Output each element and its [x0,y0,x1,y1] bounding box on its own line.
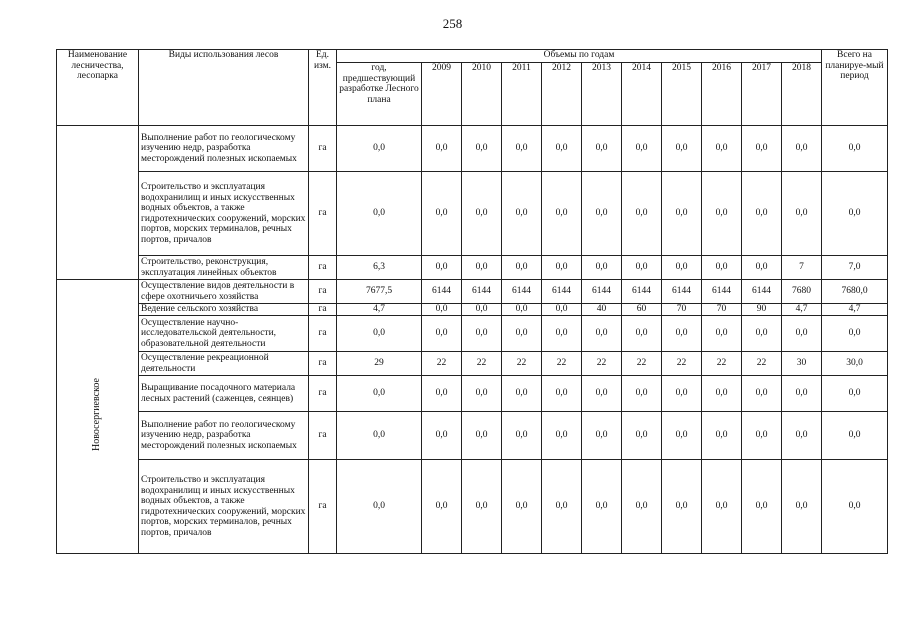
total-cell: 7680,0 [822,280,888,304]
table-row [57,316,888,352]
year-cell: 22 [662,352,702,376]
year-cell: 0,0 [742,376,782,412]
year-cell: 22 [702,352,742,376]
year-cell: 0,0 [782,172,822,256]
unit-cell: га [309,256,337,280]
year-cell: 7680 [782,280,822,304]
year-cell: 0,0 [502,304,542,316]
activity-cell: Выполнение работ по геологическому изучению недр, разработка месторождений полезных ископаемых [139,412,309,460]
year-cell: 7 [782,256,822,280]
total-cell: 30,0 [822,352,888,376]
year-cell: 0,0 [702,376,742,412]
prev-cell: 0,0 [337,412,422,460]
year-cell: 0,0 [542,304,582,316]
year-cell: 70 [662,304,702,316]
prev-cell: 0,0 [337,460,422,554]
unit-cell: га [309,460,337,554]
prev-cell: 6,3 [337,256,422,280]
year-cell: 60 [622,304,662,316]
year-cell: 0,0 [582,172,622,256]
header-year: 2010 [462,63,502,126]
unit-cell: га [309,126,337,172]
year-cell: 0,0 [542,126,582,172]
year-cell: 0,0 [422,412,462,460]
activity-cell: Выращивание посадочного материала лесных растений (саженцев, сеянцев) [139,376,309,412]
year-cell: 30 [782,352,822,376]
year-cell: 0,0 [782,376,822,412]
year-cell: 0,0 [742,460,782,554]
year-cell: 6144 [462,280,502,304]
year-cell: 0,0 [542,316,582,352]
activity-cell: Выполнение работ по геологическому изучению недр, разработка месторождений полезных ископаемых [139,126,309,172]
year-cell: 0,0 [502,126,542,172]
year-cell: 0,0 [582,376,622,412]
unit-cell: га [309,352,337,376]
year-cell: 22 [422,352,462,376]
year-cell: 0,0 [582,412,622,460]
year-cell: 0,0 [662,316,702,352]
year-cell: 22 [742,352,782,376]
year-cell: 0,0 [462,316,502,352]
total-cell: 0,0 [822,376,888,412]
year-cell: 0,0 [782,126,822,172]
prev-cell: 7677,5 [337,280,422,304]
forestry-name-cell [57,280,139,554]
unit-cell: га [309,304,337,316]
activity-cell: Строительство, реконструкция, эксплуатация линейных объектов [139,256,309,280]
unit-cell: га [309,172,337,256]
year-cell: 0,0 [782,460,822,554]
year-cell: 22 [502,352,542,376]
year-cell: 0,0 [422,316,462,352]
year-cell: 0,0 [542,256,582,280]
year-cell: 0,0 [782,316,822,352]
year-cell: 0,0 [702,460,742,554]
header-year: 2014 [622,63,662,126]
page-number: 258 [442,16,463,31]
header-year: 2011 [502,63,542,126]
year-cell: 0,0 [622,126,662,172]
activity-cell: Строительство и эксплуатация водохранилищ и иных искусственных водных объектов, а также гидротехнических сооружений, морских портов, морских терминалов, речных портов, причалов [139,460,309,554]
year-cell: 22 [462,352,502,376]
year-cell: 22 [582,352,622,376]
year-cell: 0,0 [582,126,622,172]
year-cell: 22 [542,352,582,376]
year-cell: 0,0 [422,460,462,554]
unit-cell: га [309,376,337,412]
year-cell: 0,0 [502,412,542,460]
year-cell: 0,0 [502,460,542,554]
unit-cell: га [309,280,337,304]
year-cell: 0,0 [702,316,742,352]
year-cell: 6144 [422,280,462,304]
total-cell: 0,0 [822,316,888,352]
total-cell: 0,0 [822,126,888,172]
total-cell: 0,0 [822,172,888,256]
forestry-cell-empty [57,126,139,280]
year-cell: 0,0 [622,316,662,352]
header-year: 2018 [782,63,822,126]
prev-cell: 4,7 [337,304,422,316]
header-name: Наименование лесничества, лесопарка [57,50,139,126]
year-cell: 0,0 [502,316,542,352]
year-cell: 6144 [742,280,782,304]
activity-cell: Осуществление видов деятельности в сфере охотничьего хозяйства [139,280,309,304]
table-row [57,126,888,172]
header-kind: Виды использования лесов [139,50,309,126]
prev-cell: 0,0 [337,316,422,352]
year-cell: 0,0 [742,316,782,352]
table-row [57,352,888,376]
activity-cell: Осуществление научно-исследовательской деятельности, образовательной деятельности [139,316,309,352]
year-cell: 0,0 [622,376,662,412]
year-cell: 0,0 [502,256,542,280]
year-cell: 6144 [502,280,542,304]
table-row [57,376,888,412]
year-cell: 0,0 [502,172,542,256]
year-cell: 6144 [542,280,582,304]
forestry-name: Новосергиевское [91,378,103,452]
header-year: 2009 [422,63,462,126]
year-cell: 0,0 [702,412,742,460]
unit-cell: га [309,412,337,460]
year-cell: 0,0 [542,376,582,412]
year-cell: 0,0 [462,412,502,460]
year-cell: 0,0 [782,412,822,460]
year-cell: 6144 [662,280,702,304]
year-cell: 0,0 [742,172,782,256]
year-cell: 0,0 [582,460,622,554]
year-cell: 0,0 [542,460,582,554]
year-cell: 6144 [702,280,742,304]
year-cell: 0,0 [662,412,702,460]
activity-cell: Осуществление рекреационной деятельности [139,352,309,376]
year-cell: 0,0 [662,376,702,412]
total-cell: 0,0 [822,412,888,460]
year-cell: 0,0 [622,412,662,460]
year-cell: 0,0 [462,304,502,316]
total-cell: 0,0 [822,460,888,554]
year-cell: 0,0 [582,256,622,280]
year-cell: 0,0 [662,126,702,172]
year-cell: 6144 [622,280,662,304]
header-volumes: Объемы по годам [337,50,822,63]
year-cell: 0,0 [542,412,582,460]
year-cell: 0,0 [462,256,502,280]
year-cell: 40 [582,304,622,316]
year-cell: 0,0 [622,460,662,554]
year-cell: 6144 [582,280,622,304]
table-row [57,256,888,280]
year-cell: 70 [702,304,742,316]
activity-cell: Ведение сельского хозяйства [139,304,309,316]
total-cell: 7,0 [822,256,888,280]
year-cell: 0,0 [742,126,782,172]
year-cell: 0,0 [542,172,582,256]
table-row [57,304,888,316]
year-cell: 4,7 [782,304,822,316]
year-cell: 0,0 [702,256,742,280]
year-cell: 90 [742,304,782,316]
year-cell: 0,0 [422,376,462,412]
header-year: 2017 [742,63,782,126]
prev-cell: 0,0 [337,172,422,256]
table-row [57,460,888,554]
prev-cell: 29 [337,352,422,376]
year-cell: 0,0 [582,316,622,352]
year-cell: 0,0 [622,172,662,256]
year-cell: 0,0 [662,256,702,280]
prev-cell: 0,0 [337,126,422,172]
forest-use-table [56,49,888,554]
year-cell: 0,0 [422,172,462,256]
header-year: 2015 [662,63,702,126]
year-cell: 0,0 [422,126,462,172]
year-cell: 0,0 [422,304,462,316]
total-cell: 4,7 [822,304,888,316]
year-cell: 0,0 [462,460,502,554]
year-cell: 0,0 [662,460,702,554]
year-cell: 0,0 [462,126,502,172]
year-cell: 22 [622,352,662,376]
year-cell: 0,0 [462,376,502,412]
table-row [57,280,888,304]
year-cell: 0,0 [622,256,662,280]
year-cell: 0,0 [502,376,542,412]
year-cell: 0,0 [462,172,502,256]
header-year: 2016 [702,63,742,126]
header-total: Всего на планируе-мый период [822,50,888,126]
year-cell: 0,0 [742,412,782,460]
year-cell: 0,0 [702,172,742,256]
table-row [57,172,888,256]
unit-cell: га [309,316,337,352]
year-cell: 0,0 [422,256,462,280]
header-year: 2013 [582,63,622,126]
year-cell: 0,0 [742,256,782,280]
table-row [57,412,888,460]
header-year: 2012 [542,63,582,126]
header-prev-year: год, предшествующий разработке Лесного плана [337,63,422,126]
header-unit: Ед. изм. [309,50,337,126]
activity-cell: Строительство и эксплуатация водохранилищ и иных искусственных водных объектов, а также гидротехнических сооружений, морских портов, морских терминалов, речных портов, причалов [139,172,309,256]
year-cell: 0,0 [702,126,742,172]
prev-cell: 0,0 [337,376,422,412]
year-cell: 0,0 [662,172,702,256]
